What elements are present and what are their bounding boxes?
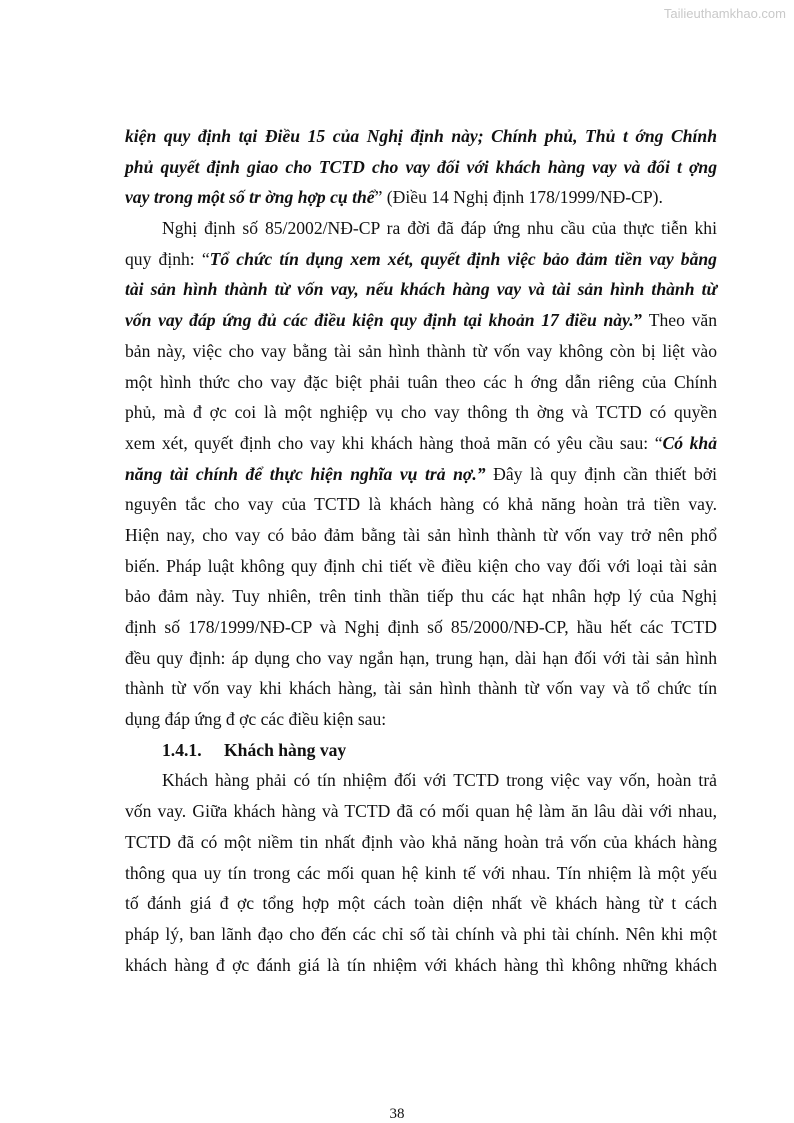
text-line <box>125 244 717 275</box>
text-segment: bảo đảm này. Tuy nhiên, trên tinh thần tiếp thu các hạt nhân hợp lý của Nghị <box>125 586 717 607</box>
text-segment: bản này, việc cho vay bằng tài sản hình thành từ vốn vay không còn bị liệt vào <box>125 340 717 361</box>
text-line <box>125 704 717 735</box>
text-segment: tài sản hình thành từ vốn vay, nếu khách hàng vay và tài sản hình thành từ <box>125 279 717 300</box>
text-segment: vốn vay đáp ứng đủ các điều kiện quy định tại khoản 17 điều này. <box>125 310 634 331</box>
text-segment: Theo văn <box>642 310 717 331</box>
text-segment: Tổ chức tín dụng xem xét, quyết định việc bảo đảm tiền vay bằng <box>209 248 717 269</box>
text-segment: pháp lý, ban lãnh đạo cho đến các chỉ số tài chính và phi tài chính. Nên khi một <box>125 923 717 944</box>
page-number: 38 <box>389 1106 405 1122</box>
text-segment: kiện quy định tại Điều 15 của Nghị định này; Chính phủ, Thủ t ớng Chính <box>125 126 717 146</box>
text-line <box>125 643 717 674</box>
text-segment: phủ quyết định giao cho TCTD cho vay đối với khách hàng vay và đối t ợng <box>125 156 717 177</box>
text-segment: nguyên tắc cho vay của TCTD là khách hàng có khả năng hoàn trả tiền vay. <box>125 494 717 515</box>
text-line <box>125 919 717 950</box>
section-heading <box>125 735 717 766</box>
text-segment: vay trong một số tr ờng hợp cụ thể <box>125 187 375 208</box>
text-segment: thông qua uy tín trong các mối quan hệ kinh tế với nhau. Tín nhiệm là một yếu <box>125 862 717 883</box>
text-line <box>125 673 717 704</box>
text-line <box>125 612 717 643</box>
text-line <box>125 428 717 459</box>
text-line <box>125 182 717 213</box>
text-segment: khách hàng đ ợc đánh giá là tín nhiệm với khách hàng thì không những khách <box>125 954 717 975</box>
text-segment: thành từ vốn vay khi khách hàng, tài sản hình thành từ vốn vay và tổ chức tín <box>125 678 717 699</box>
page-body <box>125 121 717 980</box>
paragraph-block-customer <box>125 765 717 980</box>
text-line <box>125 336 717 367</box>
text-segment: TCTD đã có một niềm tin nhất định vào khả năng hoàn trả vốn của khách hàng <box>125 831 717 852</box>
text-segment: tố đánh giá đ ợc tổng hợp một cách toàn diện nhất về khách hàng từ t cách <box>125 893 717 914</box>
paragraph-block-intro <box>125 121 717 735</box>
text-line <box>125 858 717 889</box>
text-line <box>125 827 717 858</box>
text-line <box>125 950 717 981</box>
text-line <box>125 459 717 490</box>
text-segment: quy định: “ <box>125 248 210 269</box>
text-line <box>125 121 717 152</box>
text-line <box>125 397 717 428</box>
section-title: Khách hàng vay <box>224 739 347 760</box>
text-segment: Có khả <box>662 432 717 453</box>
text-segment: Nghị định số 85/2002/NĐ-CP ra đời đã đáp ứng nhu cầu của thực tiễn khi <box>162 218 717 239</box>
text-line <box>125 765 717 796</box>
text-segment: Hiện nay, cho vay có bảo đảm bằng tài sản hình thành từ vốn vay trở nên phổ <box>125 524 717 545</box>
text-segment: vốn vay. Giữa khách hàng và TCTD đã có mối quan hệ làm ăn lâu dài với nhau, <box>125 801 717 822</box>
text-line <box>125 152 717 183</box>
section-number: 1.4.1. <box>162 739 202 760</box>
text-line <box>125 888 717 919</box>
text-line <box>125 520 717 551</box>
text-line <box>125 274 717 305</box>
text-segment: năng tài chính để thực hiện nghĩa vụ trả nợ.” <box>125 463 486 484</box>
text-line <box>125 367 717 398</box>
text-segment: một hình thức cho vay đặc biệt phải tuân theo các h ớng dẫn riêng của Chính <box>125 371 717 392</box>
text-segment: ” <box>633 310 643 331</box>
text-segment: xem xét, quyết định cho vay khi khách hàng thoả mãn có yêu cầu sau: “ <box>125 432 663 453</box>
text-segment: phủ, mà đ ợc coi là một nghiệp vụ cho vay thông th ờng và TCTD có quyền <box>125 402 717 423</box>
text-segment: dụng đáp ứng đ ợc các điều kiện sau: <box>125 709 387 730</box>
text-segment: Đây là quy định cần thiết bởi <box>485 463 717 484</box>
text-segment: đều quy định: áp dụng cho vay ngắn hạn, trung hạn, dài hạn đối với tài sản hình <box>125 647 717 668</box>
text-segment: Khách hàng phải có tín nhiệm đối với TCTD trong việc vay vốn, hoàn trả <box>162 770 717 791</box>
text-line <box>125 305 717 336</box>
text-line <box>125 213 717 244</box>
text-line <box>125 489 717 520</box>
text-line <box>125 551 717 582</box>
text-segment: ” (Điều 14 Nghị định 178/1999/NĐ-CP). <box>374 187 663 208</box>
watermark: Tailieuthamkhao.com <box>663 6 786 21</box>
text-line <box>125 581 717 612</box>
text-line <box>125 796 717 827</box>
text-segment: biến. Pháp luật không quy định chi tiết về điều kiện cho vay đối với loại tài sản <box>125 555 717 576</box>
text-segment: định số 178/1999/NĐ-CP và Nghị định số 85/2000/NĐ-CP, hầu hết các TCTD <box>125 617 717 637</box>
